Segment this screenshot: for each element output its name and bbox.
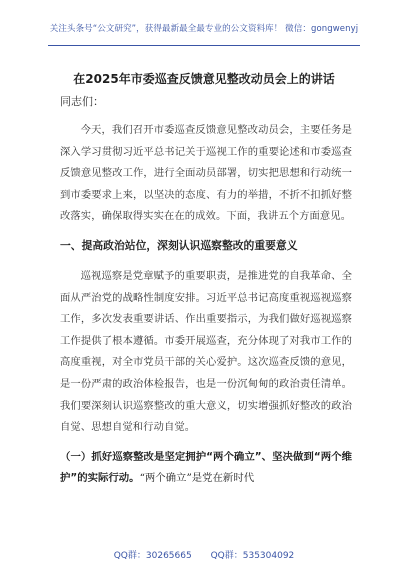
header-note: 关注头条号“公文研究”，获得最新最全最专业的公文资料库！ 微信：gongwenyj — [49, 24, 359, 34]
intro-paragraph: 今天，我们召开市委巡查反馈意见整改动员会，主要任务是深入学习贯彻习近平总书记关于巡视工作的重要论述和市委巡查反馈意见整改工作，进行全面动员部署，切实把思想和行动统一到市委要求上来，以坚决的态度、有力的举措，不折不扣抓好整改落实，确保取得实实在在的成效。下面，我讲五个方面意见。 — [60, 124, 352, 223]
section-1-paragraph: 巡视巡察是党章赋予的重要职责，是推进党的自我革命、全面从严治党的战略性制度安排。习近平总书记高度重视巡视巡察工作，多次发表重要讲话、作出重要指示，为我们做好巡视巡察工作提供了根本遵循。市委开展巡查，充分体现了对我市工作的高度重视，对全市党员干部的关心爱护。这次巡查反馈的意见，是一份严肃的政治体检报告，也是一份沉甸甸的政治责任清单。我们要深刻认识巡察整改的重大意义，切实增强抓好整改的政治自觉、思想自觉和行动自觉。 — [60, 269, 352, 434]
footer — [0, 548, 408, 561]
footer-qq-group-2: QQ群：535304092 — [210, 551, 295, 561]
footer-qq-group-1: QQ群：30265665 — [113, 551, 192, 561]
header-divider — [48, 45, 360, 46]
document-title: 在2025年市委巡查反馈意见整改动员会上的讲话 — [73, 72, 335, 86]
salutation: 同志们： — [60, 95, 104, 108]
subsection-heading-bold: （一）抓好巡察整改是坚定拥护“两个确立”、坚决做到“两个维护”的实际行动。 — [60, 450, 352, 484]
document-body — [60, 92, 352, 489]
section-heading-1: 一、提高政治站位，深刻认识巡察整改的重要意义 — [60, 238, 298, 252]
subsection-heading-rest: “两个确立”是党在新时代 — [139, 471, 255, 484]
subsection-heading-1 — [60, 447, 352, 489]
